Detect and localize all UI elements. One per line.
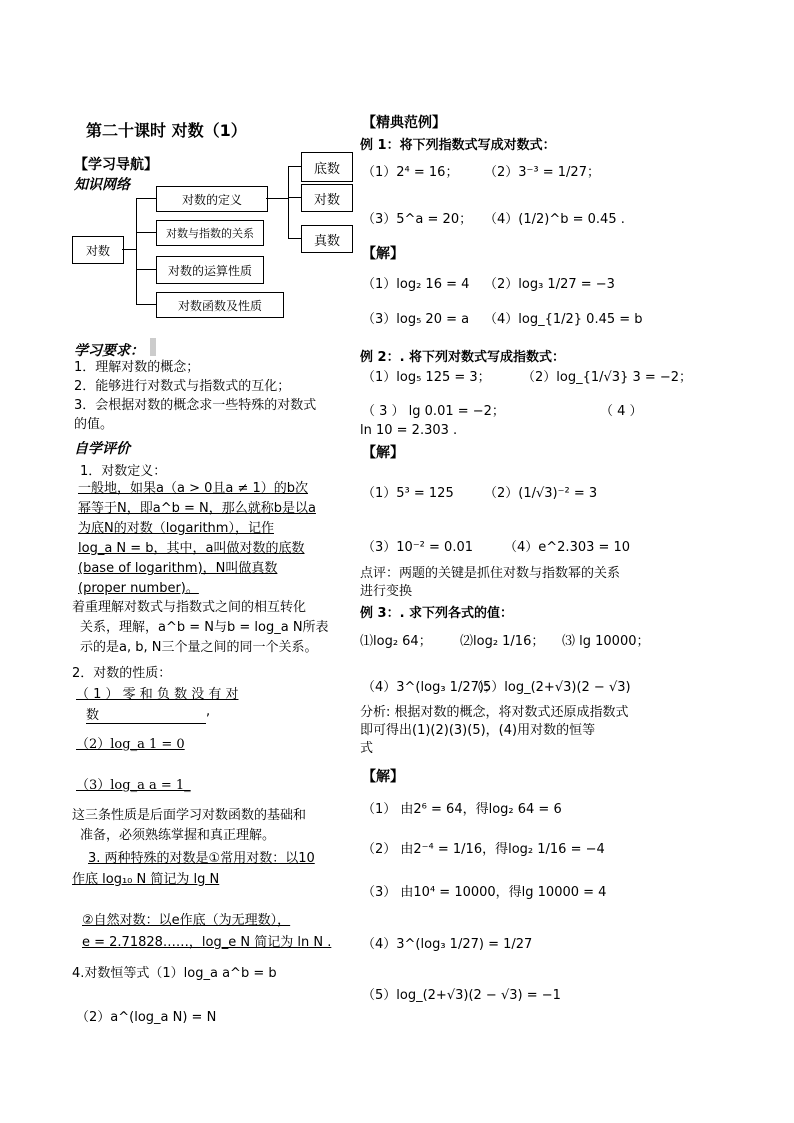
definition-line: 幂等于N，即a^b = N，那么就称b是以a xyxy=(78,501,316,516)
requirement-item: 1．理解对数的概念； xyxy=(74,360,200,375)
definition-line: (proper number)。 xyxy=(78,581,199,596)
relation-line: 着重理解对数式与指数式之间的相互转化 xyxy=(72,600,307,615)
ex3-item: （4）3^(log₃ 1/27)； xyxy=(362,680,497,695)
ex1-solution: （4）log_{1/2} 0.45 = b xyxy=(484,312,643,327)
ex2-item: （1）log₅ 125 = 3； xyxy=(362,370,491,385)
map-branch-relation: 对数与指数的关系 xyxy=(156,220,264,246)
note-line: 准备，必须熟练掌握和真正理解。 xyxy=(80,828,276,843)
relation-line: 关系，理解，a^b = N与b = log_a N所表 xyxy=(80,620,329,635)
property-1: （ 1 ） 零 和 负 数 没 有 对 xyxy=(76,687,239,702)
self-eval-heading: 自学评价 xyxy=(74,441,130,457)
ex3-solution: （4）3^(log₃ 1/27) = 1/27 xyxy=(362,937,533,952)
requirement-item: 2．能够进行对数式与指数式的互化； xyxy=(74,379,291,394)
example-1-title xyxy=(360,134,556,153)
ex3-solution: （5）log_(2+√3)(2 − √3) = −1 xyxy=(362,988,561,1003)
ex2-solution: （2）(1/√3)⁻² = 3 xyxy=(484,486,598,501)
requirements-heading: 学习要求： xyxy=(74,343,144,359)
definition-line: 一般地，如果a（a > 0且a ≠ 1）的b次 xyxy=(78,481,309,496)
definition-line: log_a N = b，其中，a叫做对数的底数 xyxy=(78,541,305,556)
properties-note xyxy=(72,806,306,846)
special-logs-2b: e = 2.71828……，log_e N 简记为 ln N . xyxy=(82,935,332,950)
map-leaf-base: 底数 xyxy=(301,152,353,182)
note-line: 这三条性质是后面学习对数函数的基础和 xyxy=(72,808,307,823)
map-line xyxy=(266,198,288,199)
map-line xyxy=(136,304,156,305)
property-3-text: （3）log_a a = 1_ xyxy=(76,778,191,793)
ex3-solution: （3） 由10⁴ = 10000，得lg 10000 = 4 xyxy=(362,885,607,900)
property-2 xyxy=(76,733,185,752)
ex2-item: ln 10 = 2.303 . xyxy=(360,423,458,438)
example-1-title-text: 例 1：将下列指数式写成对数式： xyxy=(360,138,556,153)
ex1-solution: （1）log₂ 16 = 4 xyxy=(362,277,470,292)
ex1-solution: （2）log₃ 1/27 = −3 xyxy=(484,277,615,292)
relation-line: 示的是a, b, N三个量之间的同一个关系。 xyxy=(80,640,318,655)
example-2-title-text: 例 2：. 将下列对数式写成指数式： xyxy=(360,350,566,365)
comment xyxy=(360,565,620,601)
property-2-text: （2）log_a 1 = 0 xyxy=(76,737,185,752)
ex1-item: （1）2⁴ = 16； xyxy=(362,165,459,180)
guide-heading: 【学习导航】 xyxy=(74,157,158,173)
ex2-solution: （1）5³ = 125 xyxy=(362,486,454,501)
property-3 xyxy=(76,774,191,793)
ex1-item: （2）3⁻³ = 1/27； xyxy=(484,165,600,180)
ex3-solution: （2） 由2⁻⁴ = 1/16，得log₂ 1/16 = −4 xyxy=(362,842,605,857)
comment-line: 点评：两题的关键是抓住对数与指数幂的关系 xyxy=(360,566,621,581)
comma: , xyxy=(206,704,211,719)
lesson-title: 第二十课时 对数（1） xyxy=(86,121,247,140)
definition-line: (base of logarithm)，N叫做真数 xyxy=(78,561,278,576)
identity-2: （2）a^(log_a N) = N xyxy=(76,1010,217,1025)
example-3-title xyxy=(360,602,513,621)
examples-heading: 【精典范例】 xyxy=(362,115,446,131)
ex2-item: （2）log_{1/√3} 3 = −2； xyxy=(522,370,693,385)
analysis-line: 式 xyxy=(360,741,374,756)
analysis-line: 分析: 根据对数的概念，将对数式还原成指数式 xyxy=(360,705,629,720)
ex3-item: ⑶ lg 10000； xyxy=(562,634,650,649)
map-root: 对数 xyxy=(72,236,124,264)
requirements-list xyxy=(74,358,316,434)
ex3-item: ⑴log₂ 64； xyxy=(360,634,432,649)
map-leaf-log: 对数 xyxy=(301,184,353,212)
ex3-item: （5）log_(2+√3)(2 − √3) xyxy=(470,680,631,695)
properties-title: 2．对数的性质： xyxy=(72,666,172,681)
ex1-item: （4）(1/2)^b = 0.45 . xyxy=(484,212,625,227)
identity-1: 4.对数恒等式（1）log_a a^b = b xyxy=(72,966,277,981)
ex3-item: ⑵log₂ 1/16； xyxy=(460,634,545,649)
relation-note xyxy=(72,598,329,658)
map-branch-definition: 对数的定义 xyxy=(156,186,268,212)
map-line xyxy=(288,197,301,198)
property-1-cont xyxy=(86,704,206,724)
map-line xyxy=(136,269,156,270)
ex2-solution: （4）e^2.303 = 10 xyxy=(504,540,631,555)
map-leaf-antilog: 真数 xyxy=(301,225,353,253)
knowledge-net-heading: 知识网络 xyxy=(74,177,130,193)
solution-heading: 【解】 xyxy=(362,445,404,461)
grey-mark xyxy=(150,338,156,356)
map-branch-operation: 对数的运算性质 xyxy=(156,256,264,284)
ex1-solution: （3）log₅ 20 = a xyxy=(362,312,470,327)
definition-title: 1．对数定义： xyxy=(80,464,167,479)
special-logs-1b: 作底 log₁₀ N 简记为 lg N xyxy=(72,872,220,887)
special-logs-2: ②自然对数：以e作底（为无理数）， xyxy=(82,913,291,928)
map-line xyxy=(122,249,136,250)
analysis-line: 即可得出(1)(2)(3)(5)，(4)用对数的恒等 xyxy=(360,723,596,738)
map-line xyxy=(288,166,289,238)
ex2-solution: （3）10⁻² = 0.01 xyxy=(362,540,473,555)
map-line xyxy=(136,232,156,233)
requirement-item: 3．会根据对数的概念求一些特殊的对数式 xyxy=(74,398,317,413)
ex2-item: （ 3 ） lg 0.01 = −2； xyxy=(362,404,505,419)
definition-line: 为底N的对数（logarithm），记作 xyxy=(78,521,274,536)
analysis xyxy=(360,704,629,758)
map-line xyxy=(288,166,301,167)
property-1-cont-text: 数 xyxy=(86,708,100,723)
example-2-title xyxy=(360,346,565,365)
solution-heading: 【解】 xyxy=(362,769,404,785)
map-line xyxy=(288,238,301,239)
requirement-item: 的值。 xyxy=(74,417,114,432)
map-branch-function: 对数函数及性质 xyxy=(156,292,284,318)
definition-text xyxy=(78,479,316,599)
example-3-title-text: 例 3：. 求下列各式的值： xyxy=(360,606,514,621)
map-line xyxy=(136,198,156,199)
comment-line: 进行变换 xyxy=(360,584,413,599)
ex1-item: （3）5^a = 20； xyxy=(362,212,473,227)
ex2-item: （ 4 ） xyxy=(600,404,643,419)
map-line xyxy=(136,198,137,304)
ex3-solution: （1） 由2⁶ = 64，得log₂ 64 = 6 xyxy=(362,802,562,817)
special-logs-1: 3. 两种特殊的对数是①常用对数：以10 xyxy=(88,851,315,866)
solution-heading: 【解】 xyxy=(362,246,404,262)
